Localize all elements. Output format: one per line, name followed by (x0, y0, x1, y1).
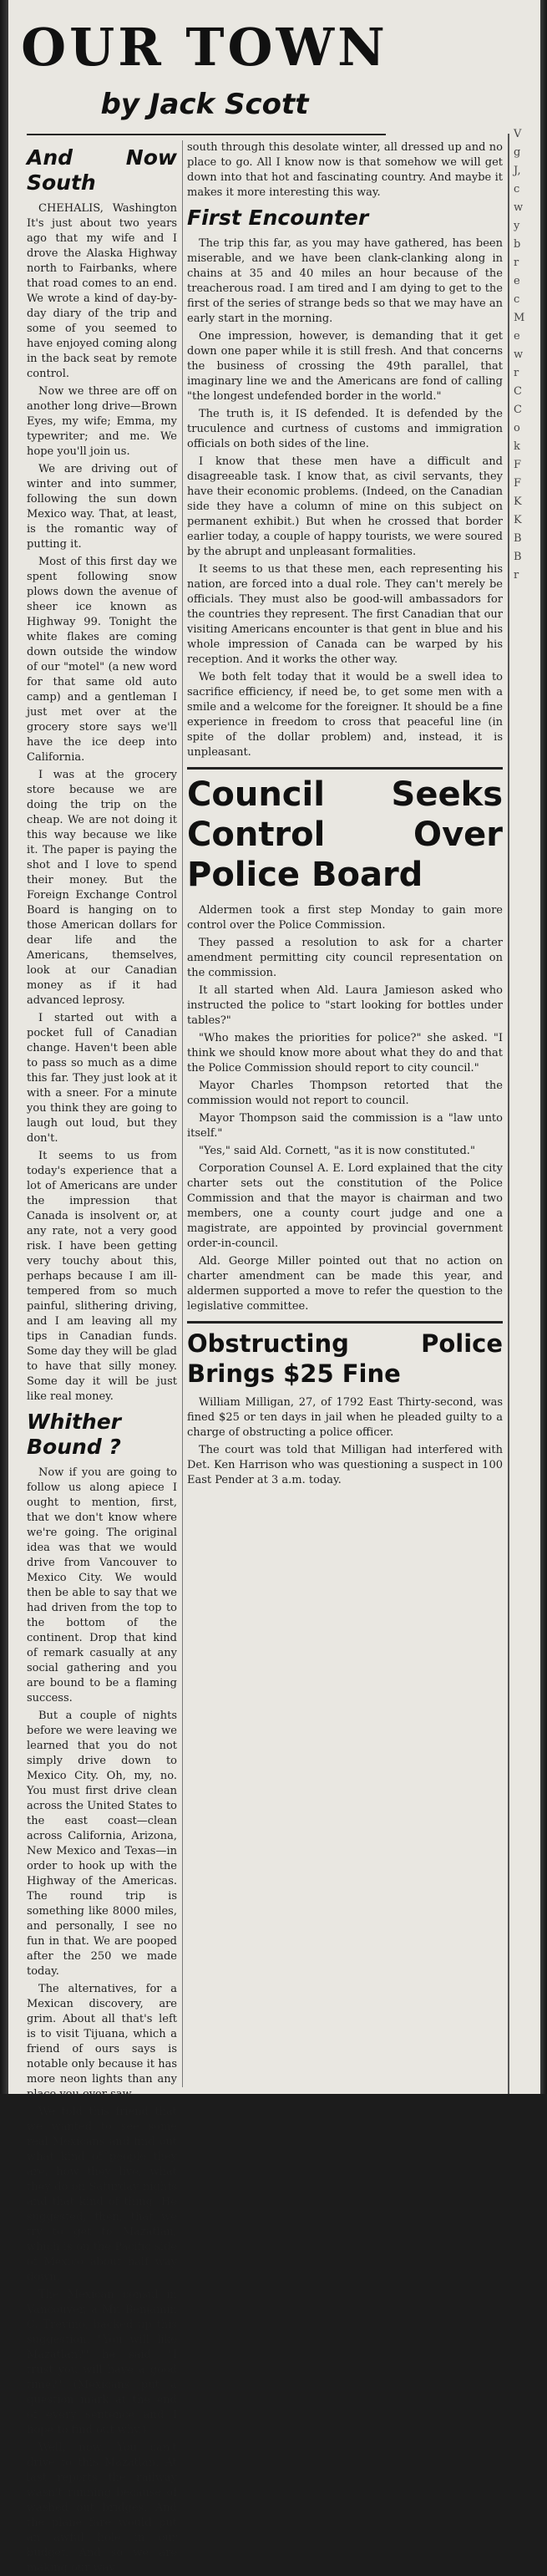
paragraph: Now if you are going to follow us along apiece I ought to mention, first, that we don't know where we're going. The original idea was that we would drive from Vancouver to Mexico City. We would then be able to say that we had driven from the top to the bottom of the continent. Drop that kind of remark casually at any social gathering and you are bound to be a flaming success. (27, 1466, 177, 1705)
paragraph: Mayor Thompson said the commission is a "law unto itself." (187, 1112, 503, 1140)
paragraph: We both felt today that it would be a swell idea to sacrifice efficiency, if need be, to get some men with a smile and a welcome for the foreigner. It should be a fine experience in freedom to cross that peaceful line (in spite of the dollar problem) and, instead, it is unpleasant. (187, 671, 503, 759)
story-divider (187, 767, 503, 770)
paragraph: Mayor Charles Thompson retorted that the commission would not report to council. (187, 1080, 503, 1107)
paragraph: The trip this far, as you may have gathered, has been miserable, and we have been clank-clanking along in chains at 35 and 40 miles an hour because of the treacherous road. I am tired and I am dying to get to the first of the series of strange beds so that we may have an early start in the morning. (187, 237, 503, 325)
paragraph: William Milligan, 27, of 1792 East Thirty-second, was fined $25 or ten days in jail when he pleaded guilty to a charge of obstructing a police officer. (187, 1396, 503, 1439)
fragment: g (514, 146, 521, 159)
paragraph: They passed a resolution to ask for a charter amendment permitting city council representation on the commission. (187, 937, 503, 979)
paragraph: "Yes," said Ald. Cornett, "as it is now constituted." (199, 1145, 475, 1157)
fragment: o (514, 422, 520, 434)
paragraph: Corporation Counsel A. E. Lord explained that the city charter sets out the constitution of the Police Commission and that the mayor is chairman and two members, one a county court judge and one a magistrate, are appointed by provincial government order-in-council. (187, 1162, 503, 1250)
paragraph: I know that these men have a difficult and disagreeable task. I know that, as civil servants, they have their economic problems. (Indeed, on the Canadian side they have a column of mine on this subject on permanent exhibit.) But when he crossed that border earlier today, a couple of happy tourists, we were soured by the abrupt and unpleasant formalities. (187, 455, 503, 558)
fragment: b (514, 238, 521, 251)
fragment: B (514, 532, 522, 545)
fragment: e (514, 330, 520, 343)
paragraph: The alternatives, for a Mexican discovery, are grim. About all that's left is to visit Tijuana, which a friend of ours says is notable only because it has more neon lights than any place you ever saw. (27, 1983, 177, 2101)
fragment: c (514, 183, 520, 196)
fragment: B (514, 551, 522, 563)
paragraph: Now we three are off on another long drive—Brown Eyes, my wife; Emma, my typewriter; and me. We hope you'll join us. (27, 385, 177, 458)
paragraph-continued: south through this desolate winter, all dressed up and no place to go. All I know now is that somehow we will get down into that hot and fascinating country. And maybe it makes it more interesting this way. (187, 141, 503, 199)
paragraph: I was at the grocery store because we are doing the trip on the cheap. We are not doing it this way because we like it. The paper is paying the shot and I love to spend their money. But the Foreign Exchange Control Board is hanging on to those American dollars for dear life and the Americans, themselves, look at our Canadian money as if it had advanced leprosy. (27, 769, 177, 1007)
fragment: k (514, 440, 520, 453)
headline-council-seeks-control: Council Seeks Control Over Police Board (187, 775, 503, 894)
fragment: F (514, 477, 522, 490)
paragraph: "Who makes the priorities for police?" she asked. "I think we should know more about what they do and that the Police Commission should report to city council." (187, 1032, 503, 1075)
fragment: C (514, 385, 522, 398)
fragment: w (514, 201, 524, 214)
column-right (187, 140, 503, 2094)
paragraph: Most of this first day we spent following snow plows down the avenue of sheer ice known as Highway 99. Tonight the white flakes are coming down outside the window of our "motel" (a new word for that same old auto camp) and a gentleman I just met over at the grocery store says we'll have the ice deep into California. (27, 556, 177, 764)
fragment: w (514, 348, 524, 361)
paragraph: We told this friend that we wanted to see some real Mexicans and find out what kind of people they are, how they live, what they do on Saturday nights and that kind of thing. He suggested, then, that we try to get to Mazatlan, which is on the Pacific side of Mexico about half way down. (27, 2106, 177, 2284)
paragraph: CHEHALIS, Washington It's just about two years ago that my wife and I drove the Alaska Highway north to Fairbanks, where that road comes to an end. We wrote a kind of day-by-day diary of the trip and some of you seemed to have enjoyed coming along in the back seat by remote control. (27, 202, 177, 380)
fragment: r (514, 569, 519, 582)
column-title: OUR TOWN (21, 17, 388, 78)
page-edge-left (0, 0, 8, 2094)
header-rule (27, 134, 386, 135)
paragraph: Ald. George Miller pointed out that no action on charter amendment can be made this year, and aldermen supported a move to refer the question to the legislative committee. (187, 1255, 503, 1313)
fragment: c (514, 293, 520, 306)
paragraph: Aldermen took a first step Monday to gain more control over the Police Commission. (187, 904, 503, 932)
fragment: y (514, 220, 520, 232)
fragment: F (514, 459, 522, 471)
fragment: C (514, 404, 522, 416)
fragment: e (514, 275, 520, 287)
paragraph: It seems to us that these men, each representing his nation, are forced into a dual role. They can't merely be officials. They must also be good-will ambassadors for the countries they represent. The first Canadian that our visiting Americans encounter is that gent in blue and his whole impression of Canada can be warped by his reception. And it works the other way. (187, 563, 503, 666)
fragment: J, (514, 165, 521, 177)
headline-obstructing-police: Obstructing Police Brings $25 Fine (187, 1329, 503, 1388)
fragment: r (514, 257, 519, 269)
paragraph: We are driving out of winter and into summer, following the sun down Mexico way. That, at least, is the romantic way of putting it. (27, 463, 177, 551)
paragraph: It seems to us from today's experience that a lot of Americans are under the impression that Canada is insolvent or, at any rate, not a very good risk. I have been getting very touchy about this, perhaps because I am ill-tempered from so much painful, slithering driving, and I am leaving all my tips in Canadian funds. Some day they will be glad to have that silly money. Some day it will be just like real money. (27, 1150, 177, 1403)
column-byline: by Jack Scott (100, 88, 309, 121)
page-edge-right (540, 0, 547, 2094)
story-divider (187, 1321, 503, 1324)
fragment: r (514, 367, 519, 379)
paragraph: Well, now. You can't drive to this Mazatlan. At last reports the railway wasn't running because of washed out bridges. And the plane fare would put an awful hole in our budget. And so we are making our way (27, 2441, 177, 2574)
fragment: K (514, 495, 522, 508)
paragraph: The Mexican consul in Vancouver, a Mr. Benjamin C. Trevino, backed up this suggestion. "You will like Mazatlan?" he said. "I trust you will have a good time?" (Mexicans put a question mark at the end of every sentence and I hope to find out why.) (27, 2289, 177, 2436)
paragraph: I started out with a pocket full of Canadian change. Haven't been able to pass so much as a dime this far. They just look at it with a sneer. For a minute you think they are going to laugh out loud, but they don't. (27, 1012, 177, 1145)
right-column-rule (508, 134, 509, 2094)
fragment: M (514, 312, 525, 324)
paragraph: It all started when Ald. Laura Jamieson asked who instructed the police to "start looking for bottles under tables?" (187, 984, 503, 1027)
paragraph: One impression, however, is demanding that it get down one paper while it is still fresh. And that concerns the business of crossing the 49th parallel, that imaginary line we and the Americans are fond of calling "the longest undefended border in the world." (187, 330, 503, 403)
paragraph: The court was told that Milligan had interfered with Det. Ken Harrison who was questioning a suspect in 100 East Pender at 3 a.m. today. (187, 1444, 503, 1486)
subhead-and-now-south: And Now South (27, 145, 177, 195)
column-divider (182, 140, 183, 2087)
subhead-whither-bound: Whither Bound ? (27, 1410, 121, 1459)
adjacent-column-fragments (514, 125, 540, 1964)
fragment: K (514, 514, 522, 526)
fragment: V (514, 128, 522, 140)
newspaper-page (8, 0, 540, 2574)
column-left (27, 140, 177, 2574)
paragraph: But a couple of nights before we were leaving we learned that you do not simply drive down to Mexico City. Oh, my, no. You must first drive clean across the United States to the east coast—clean across California, Arizona, New Mexico and Texas—in order to hook up with the Highway of the Americas. The round trip is something like 8000 miles, and personally, I see no fun in that. We are pooped after the 250 we made today. (27, 1710, 177, 1978)
paragraph: The truth is, it IS defended. It is defended by the truculence and curtness of customs and immigration officials on both sides of the line. (187, 408, 503, 450)
subhead-first-encounter: First Encounter (187, 206, 369, 230)
